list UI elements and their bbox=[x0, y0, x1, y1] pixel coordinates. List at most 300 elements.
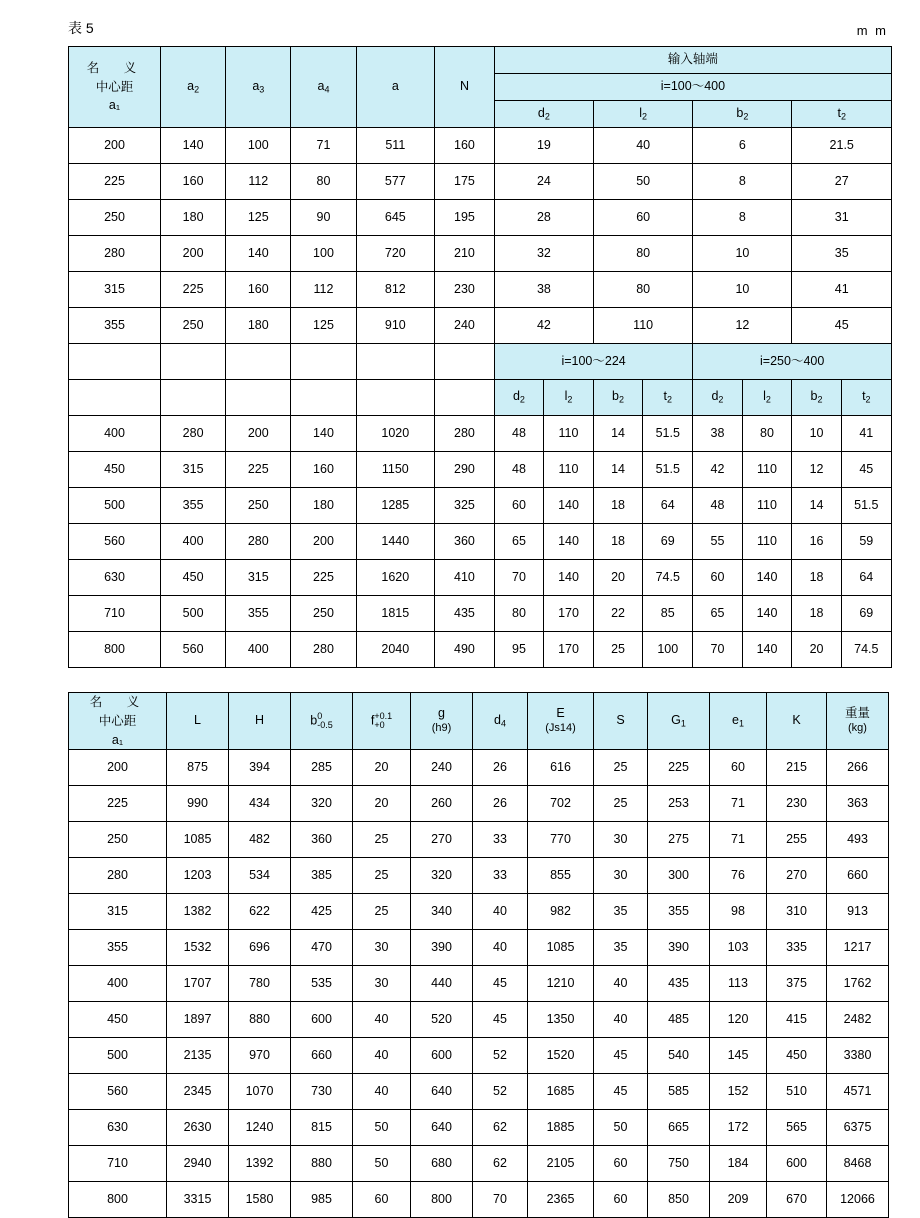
cell-d2-low: 70 bbox=[494, 560, 543, 596]
cell-L: 1707 bbox=[167, 966, 229, 1002]
header2-H: H bbox=[229, 693, 291, 750]
header-b2-upper: $b_2$ bbox=[693, 101, 792, 128]
cell-K: 375 bbox=[767, 966, 827, 1002]
cell-b: 600 bbox=[291, 1002, 353, 1038]
cell-b: 985 bbox=[291, 1182, 353, 1218]
cell-a2: 140 bbox=[161, 128, 226, 164]
cell-d2-low: 48 bbox=[494, 452, 543, 488]
cell-d2-low: 80 bbox=[494, 596, 543, 632]
cell-S: 50 bbox=[594, 1110, 648, 1146]
cell-N: 195 bbox=[435, 200, 495, 236]
header-a-text: a bbox=[391, 79, 399, 94]
cell-H: 696 bbox=[229, 930, 291, 966]
cell-weight: 493 bbox=[827, 822, 889, 858]
cell-g: 440 bbox=[411, 966, 473, 1002]
cell-E: 1520 bbox=[528, 1038, 594, 1074]
table-row bbox=[69, 1002, 889, 1038]
table-row bbox=[69, 894, 889, 930]
cell-a: 812 bbox=[356, 272, 434, 308]
cell-E: 1350 bbox=[528, 1002, 594, 1038]
cell-f: 25 bbox=[353, 858, 411, 894]
table-row bbox=[69, 1146, 889, 1182]
dimension-table-1 bbox=[68, 46, 892, 668]
cell-e1: 209 bbox=[710, 1182, 767, 1218]
header-a4: $a_4$ bbox=[291, 47, 356, 128]
cell-a3: 140 bbox=[226, 236, 291, 272]
cell-N: 175 bbox=[435, 164, 495, 200]
cell-d4: 62 bbox=[473, 1110, 528, 1146]
cell-weight: 8468 bbox=[827, 1146, 889, 1182]
cell-f: 20 bbox=[353, 786, 411, 822]
table-row bbox=[69, 822, 889, 858]
header-a2: $a_2$ bbox=[161, 47, 226, 128]
cell-E: 982 bbox=[528, 894, 594, 930]
cell-K: 510 bbox=[767, 1074, 827, 1110]
cell-d4: 52 bbox=[473, 1074, 528, 1110]
cell-N: 240 bbox=[435, 308, 495, 344]
header2-f bbox=[353, 693, 411, 750]
cell-a3: 125 bbox=[226, 200, 291, 236]
cell-d4: 40 bbox=[473, 894, 528, 930]
cell-K: 310 bbox=[767, 894, 827, 930]
table-row bbox=[69, 1074, 889, 1110]
cell-a: 910 bbox=[356, 308, 434, 344]
cell-t2-low: 51.5 bbox=[643, 452, 693, 488]
cell-d4: 40 bbox=[473, 930, 528, 966]
header2-S: S bbox=[594, 693, 648, 750]
cell-a2: 560 bbox=[161, 632, 226, 668]
table-label: 表 5 bbox=[68, 20, 94, 36]
cell-e1: 98 bbox=[710, 894, 767, 930]
cell-l2: 110 bbox=[593, 308, 692, 344]
cell-e1: 152 bbox=[710, 1074, 767, 1110]
cell-a1: 500 bbox=[69, 488, 161, 524]
cell-G1: 300 bbox=[648, 858, 710, 894]
cell-d2-high: 70 bbox=[693, 632, 742, 668]
cell-t2-low: 69 bbox=[643, 524, 693, 560]
cell-d4: 62 bbox=[473, 1146, 528, 1182]
header2-E bbox=[528, 693, 594, 750]
cell-weight: 3380 bbox=[827, 1038, 889, 1074]
cell-t2: 27 bbox=[792, 164, 892, 200]
cell-H: 394 bbox=[229, 750, 291, 786]
table-row bbox=[69, 272, 892, 308]
cell-e1: 172 bbox=[710, 1110, 767, 1146]
cell-K: 415 bbox=[767, 1002, 827, 1038]
cell-d4: 70 bbox=[473, 1182, 528, 1218]
header-l2-low: $l_2$ bbox=[544, 380, 594, 416]
cell-N: 160 bbox=[435, 128, 495, 164]
cell-d4: 26 bbox=[473, 786, 528, 822]
cell-S: 25 bbox=[594, 786, 648, 822]
header2-center-distance-line2: 中心距 bbox=[98, 713, 137, 728]
cell-d2: 32 bbox=[494, 236, 593, 272]
cell-e1: 71 bbox=[710, 822, 767, 858]
header2-E-sub: (Js14) bbox=[545, 722, 576, 735]
cell-g: 390 bbox=[411, 930, 473, 966]
cell-e1: 103 bbox=[710, 930, 767, 966]
blank-cell bbox=[69, 380, 161, 416]
header-a bbox=[356, 47, 434, 128]
cell-e1: 76 bbox=[710, 858, 767, 894]
cell-H: 482 bbox=[229, 822, 291, 858]
cell-a3: 100 bbox=[226, 128, 291, 164]
cell-e1: 120 bbox=[710, 1002, 767, 1038]
cell-b: 730 bbox=[291, 1074, 353, 1110]
cell-b2-low: 18 bbox=[593, 524, 642, 560]
cell-t2: 31 bbox=[792, 200, 892, 236]
header2-b-tol-lower: -0.5 bbox=[317, 720, 333, 731]
cell-l2: 40 bbox=[593, 128, 692, 164]
header2-G1: $G_1$ bbox=[648, 693, 710, 750]
cell-a3: 225 bbox=[226, 452, 291, 488]
cell-H: 880 bbox=[229, 1002, 291, 1038]
table-row bbox=[69, 200, 892, 236]
cell-a4: 80 bbox=[291, 164, 356, 200]
cell-N: 325 bbox=[435, 488, 495, 524]
cell-L: 2135 bbox=[167, 1038, 229, 1074]
cell-S: 60 bbox=[594, 1182, 648, 1218]
cell-a4: 140 bbox=[291, 416, 356, 452]
cell-b2: 10 bbox=[693, 272, 792, 308]
header-l2-upper: $l_2$ bbox=[593, 101, 692, 128]
cell-weight: 1762 bbox=[827, 966, 889, 1002]
cell-l2-low: 110 bbox=[544, 452, 594, 488]
cell-N: 290 bbox=[435, 452, 495, 488]
header-t2-upper: $t_2$ bbox=[792, 101, 892, 128]
cell-a3: 355 bbox=[226, 596, 291, 632]
unit-label: m m bbox=[856, 23, 888, 38]
cell-a1: 400 bbox=[69, 966, 167, 1002]
cell-b2: 12 bbox=[693, 308, 792, 344]
cell-d2-high: 65 bbox=[693, 596, 742, 632]
cell-b: 360 bbox=[291, 822, 353, 858]
cell-S: 35 bbox=[594, 894, 648, 930]
cell-f: 25 bbox=[353, 822, 411, 858]
cell-t2-low: 64 bbox=[643, 488, 693, 524]
cell-b2-high: 10 bbox=[792, 416, 841, 452]
cell-f: 20 bbox=[353, 750, 411, 786]
header2-E-text: E bbox=[556, 706, 565, 721]
cell-b2-high: 18 bbox=[792, 596, 841, 632]
cell-weight: 6375 bbox=[827, 1110, 889, 1146]
blank-cell bbox=[435, 344, 495, 380]
cell-t2-low: 85 bbox=[643, 596, 693, 632]
cell-b2: 8 bbox=[693, 164, 792, 200]
cell-K: 670 bbox=[767, 1182, 827, 1218]
blank-cell bbox=[291, 344, 356, 380]
cell-a1: 710 bbox=[69, 596, 161, 632]
cell-g: 600 bbox=[411, 1038, 473, 1074]
cell-g: 260 bbox=[411, 786, 473, 822]
table-row bbox=[69, 1110, 889, 1146]
table-subheader-dims-row bbox=[69, 380, 892, 416]
header-center-distance bbox=[69, 47, 161, 128]
blank-cell bbox=[69, 344, 161, 380]
header-ratio-all-text: i=100～400 bbox=[660, 79, 726, 94]
dimension-table-2 bbox=[68, 692, 889, 1218]
cell-d4: 33 bbox=[473, 858, 528, 894]
cell-a1: 400 bbox=[69, 416, 161, 452]
cell-d2-high: 60 bbox=[693, 560, 742, 596]
cell-E: 1085 bbox=[528, 930, 594, 966]
cell-G1: 585 bbox=[648, 1074, 710, 1110]
cell-a2: 400 bbox=[161, 524, 226, 560]
cell-l2-low: 110 bbox=[544, 416, 594, 452]
cell-t2: 41 bbox=[792, 272, 892, 308]
cell-t2-high: 69 bbox=[841, 596, 891, 632]
cell-b2-high: 16 bbox=[792, 524, 841, 560]
table-row bbox=[69, 786, 889, 822]
cell-a2: 450 bbox=[161, 560, 226, 596]
table-row bbox=[69, 750, 889, 786]
cell-d2-low: 95 bbox=[494, 632, 543, 668]
cell-b2-low: 20 bbox=[593, 560, 642, 596]
cell-d2-high: 48 bbox=[693, 488, 742, 524]
cell-a3: 315 bbox=[226, 560, 291, 596]
cell-L: 3315 bbox=[167, 1182, 229, 1218]
blank-cell bbox=[291, 380, 356, 416]
cell-E: 1885 bbox=[528, 1110, 594, 1146]
header-N bbox=[435, 47, 495, 128]
header-d2-upper: $d_2$ bbox=[494, 101, 593, 128]
cell-a2: 280 bbox=[161, 416, 226, 452]
cell-N: 490 bbox=[435, 632, 495, 668]
cell-e1: 60 bbox=[710, 750, 767, 786]
cell-E: 2365 bbox=[528, 1182, 594, 1218]
cell-L: 1203 bbox=[167, 858, 229, 894]
table-row bbox=[69, 452, 892, 488]
header2-K: K bbox=[767, 693, 827, 750]
table-row bbox=[69, 930, 889, 966]
cell-g: 320 bbox=[411, 858, 473, 894]
cell-l2-high: 140 bbox=[742, 560, 792, 596]
cell-G1: 253 bbox=[648, 786, 710, 822]
cell-a3: 400 bbox=[226, 632, 291, 668]
cell-t2-low: 51.5 bbox=[643, 416, 693, 452]
cell-g: 640 bbox=[411, 1074, 473, 1110]
cell-t2: 21.5 bbox=[792, 128, 892, 164]
cell-b: 425 bbox=[291, 894, 353, 930]
cell-G1: 485 bbox=[648, 1002, 710, 1038]
cell-a1: 560 bbox=[69, 524, 161, 560]
blank-cell bbox=[435, 380, 495, 416]
cell-l2-high: 110 bbox=[742, 524, 792, 560]
cell-S: 40 bbox=[594, 966, 648, 1002]
cell-a4: 112 bbox=[291, 272, 356, 308]
cell-f: 25 bbox=[353, 894, 411, 930]
cell-a1: 355 bbox=[69, 930, 167, 966]
cell-a1: 280 bbox=[69, 236, 161, 272]
table-row bbox=[69, 560, 892, 596]
cell-b2-low: 14 bbox=[593, 416, 642, 452]
cell-d2-high: 38 bbox=[693, 416, 742, 452]
cell-g: 240 bbox=[411, 750, 473, 786]
cell-S: 60 bbox=[594, 1146, 648, 1182]
cell-E: 770 bbox=[528, 822, 594, 858]
cell-weight: 4571 bbox=[827, 1074, 889, 1110]
cell-H: 970 bbox=[229, 1038, 291, 1074]
cell-a: 1285 bbox=[356, 488, 434, 524]
cell-t2: 45 bbox=[792, 308, 892, 344]
header-b2-high: $b_2$ bbox=[792, 380, 841, 416]
cell-b2: 6 bbox=[693, 128, 792, 164]
table-row bbox=[69, 164, 892, 200]
cell-b2-low: 14 bbox=[593, 452, 642, 488]
cell-H: 434 bbox=[229, 786, 291, 822]
cell-L: 2940 bbox=[167, 1146, 229, 1182]
cell-a3: 160 bbox=[226, 272, 291, 308]
header-ratio-all bbox=[494, 74, 891, 101]
cell-b2-low: 25 bbox=[593, 632, 642, 668]
cell-d4: 52 bbox=[473, 1038, 528, 1074]
header-ratio-high: i=250～400 bbox=[693, 344, 892, 380]
cell-a4: 90 bbox=[291, 200, 356, 236]
cell-b: 470 bbox=[291, 930, 353, 966]
cell-a: 1440 bbox=[356, 524, 434, 560]
cell-H: 534 bbox=[229, 858, 291, 894]
cell-l2-high: 110 bbox=[742, 452, 792, 488]
cell-a: 1620 bbox=[356, 560, 434, 596]
cell-G1: 225 bbox=[648, 750, 710, 786]
cell-a4: 180 bbox=[291, 488, 356, 524]
cell-a: 1150 bbox=[356, 452, 434, 488]
page-header bbox=[68, 18, 888, 38]
cell-b: 285 bbox=[291, 750, 353, 786]
table-row bbox=[69, 236, 892, 272]
cell-d2-low: 60 bbox=[494, 488, 543, 524]
cell-a2: 200 bbox=[161, 236, 226, 272]
cell-K: 270 bbox=[767, 858, 827, 894]
cell-b: 320 bbox=[291, 786, 353, 822]
header-input-shaft bbox=[494, 47, 891, 74]
cell-a: 1815 bbox=[356, 596, 434, 632]
cell-a1: 800 bbox=[69, 632, 161, 668]
cell-a2: 355 bbox=[161, 488, 226, 524]
cell-l2-high: 140 bbox=[742, 596, 792, 632]
cell-a4: 160 bbox=[291, 452, 356, 488]
cell-l2-high: 80 bbox=[742, 416, 792, 452]
cell-l2-low: 140 bbox=[544, 560, 594, 596]
header2-L: L bbox=[167, 693, 229, 750]
cell-d2: 19 bbox=[494, 128, 593, 164]
cell-K: 215 bbox=[767, 750, 827, 786]
cell-K: 230 bbox=[767, 786, 827, 822]
cell-G1: 355 bbox=[648, 894, 710, 930]
header-l2-high: $l_2$ bbox=[742, 380, 792, 416]
cell-S: 35 bbox=[594, 930, 648, 966]
cell-l2-low: 140 bbox=[544, 488, 594, 524]
table-row bbox=[69, 308, 892, 344]
table-row bbox=[69, 632, 892, 668]
cell-a: 2040 bbox=[356, 632, 434, 668]
cell-a3: 280 bbox=[226, 524, 291, 560]
cell-weight: 660 bbox=[827, 858, 889, 894]
header2-e1: $e_1$ bbox=[710, 693, 767, 750]
table-row bbox=[69, 128, 892, 164]
cell-a4: 200 bbox=[291, 524, 356, 560]
cell-l2-low: 170 bbox=[544, 596, 594, 632]
header2-d4: $d_4$ bbox=[473, 693, 528, 750]
cell-l2-high: 110 bbox=[742, 488, 792, 524]
cell-a3: 180 bbox=[226, 308, 291, 344]
header-center-distance-line3: a₁ bbox=[108, 98, 121, 113]
cell-a4: 225 bbox=[291, 560, 356, 596]
cell-a1: 250 bbox=[69, 200, 161, 236]
cell-weight: 1217 bbox=[827, 930, 889, 966]
cell-a1: 225 bbox=[69, 786, 167, 822]
cell-H: 1580 bbox=[229, 1182, 291, 1218]
cell-l2: 50 bbox=[593, 164, 692, 200]
cell-G1: 750 bbox=[648, 1146, 710, 1182]
cell-f: 50 bbox=[353, 1110, 411, 1146]
cell-K: 335 bbox=[767, 930, 827, 966]
cell-a1: 225 bbox=[69, 164, 161, 200]
cell-b2-high: 18 bbox=[792, 560, 841, 596]
cell-d4: 45 bbox=[473, 966, 528, 1002]
cell-t2: 35 bbox=[792, 236, 892, 272]
cell-a1: 280 bbox=[69, 858, 167, 894]
cell-S: 30 bbox=[594, 858, 648, 894]
blank-cell bbox=[356, 344, 434, 380]
cell-a2: 500 bbox=[161, 596, 226, 632]
cell-a4: 280 bbox=[291, 632, 356, 668]
cell-t2-high: 41 bbox=[841, 416, 891, 452]
cell-g: 520 bbox=[411, 1002, 473, 1038]
cell-g: 340 bbox=[411, 894, 473, 930]
cell-b: 815 bbox=[291, 1110, 353, 1146]
cell-E: 616 bbox=[528, 750, 594, 786]
cell-S: 45 bbox=[594, 1074, 648, 1110]
header2-b-text: b bbox=[310, 713, 318, 728]
cell-g: 680 bbox=[411, 1146, 473, 1182]
table-subheader-ratio-row bbox=[69, 344, 892, 380]
cell-d2-high: 42 bbox=[693, 452, 742, 488]
cell-N: 410 bbox=[435, 560, 495, 596]
table-row bbox=[69, 596, 892, 632]
header2-f-text: f bbox=[370, 713, 375, 728]
cell-L: 1532 bbox=[167, 930, 229, 966]
cell-weight: 2482 bbox=[827, 1002, 889, 1038]
cell-f: 40 bbox=[353, 1002, 411, 1038]
header2-center-distance-line3: a₁ bbox=[111, 732, 124, 747]
cell-G1: 435 bbox=[648, 966, 710, 1002]
cell-b2-high: 12 bbox=[792, 452, 841, 488]
cell-l2: 80 bbox=[593, 272, 692, 308]
cell-N: 230 bbox=[435, 272, 495, 308]
blank-cell bbox=[226, 380, 291, 416]
header2-f-tol-upper: +0.1 bbox=[374, 710, 393, 721]
cell-l2: 60 bbox=[593, 200, 692, 236]
cell-b2-high: 14 bbox=[792, 488, 841, 524]
cell-G1: 540 bbox=[648, 1038, 710, 1074]
cell-L: 875 bbox=[167, 750, 229, 786]
header-d2-high: $d_2$ bbox=[693, 380, 742, 416]
cell-a4: 250 bbox=[291, 596, 356, 632]
table-row bbox=[69, 488, 892, 524]
cell-a: 577 bbox=[356, 164, 434, 200]
blank-cell bbox=[356, 380, 434, 416]
cell-g: 640 bbox=[411, 1110, 473, 1146]
header-ratio-low: i=100～224 bbox=[494, 344, 693, 380]
cell-t2-high: 64 bbox=[841, 560, 891, 596]
cell-a: 720 bbox=[356, 236, 434, 272]
header2-center-distance-line1: 名 义 bbox=[89, 695, 146, 709]
cell-N: 435 bbox=[435, 596, 495, 632]
header-input-shaft-text: 输入轴端 bbox=[667, 52, 718, 67]
cell-E: 702 bbox=[528, 786, 594, 822]
cell-e1: 113 bbox=[710, 966, 767, 1002]
